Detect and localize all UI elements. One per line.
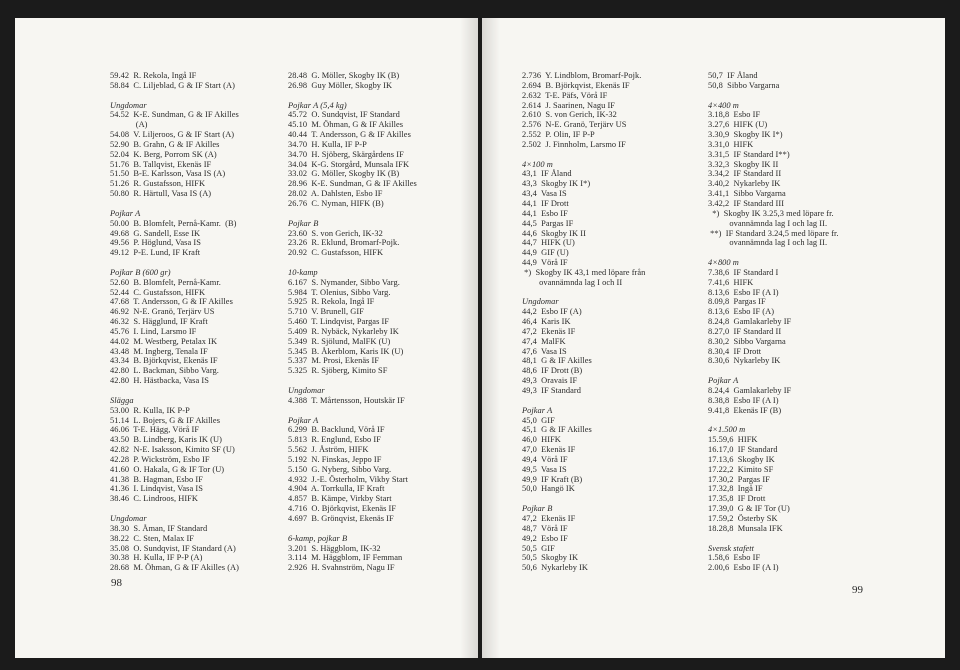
result-line: 2.694 B. Björkqvist, Ekenäs IF (522, 80, 630, 90)
result-line: 34.70 H. Sjöberg, Skärgårdens IF (288, 149, 404, 159)
result-line: 3.31,0 HIFK (708, 139, 754, 149)
result-line: 48,6 IF Drott (B) (522, 366, 583, 376)
result-line: 17.35,8 IF Drott (708, 494, 766, 504)
result-line: 47,0 Ekenäs IF (522, 445, 576, 455)
result-line: 47.68 T. Andersson, G & IF Akilles (110, 297, 233, 307)
result-line (708, 366, 839, 376)
result-line (522, 396, 645, 406)
result-line: 50,5 Skogby IK (522, 553, 579, 563)
result-line: 7.38,6 IF Standard I (708, 267, 779, 277)
result-line: 44,7 HIFK (U) (522, 238, 575, 248)
right-page (482, 18, 945, 658)
result-line: 5.562 J. Åström, HIFK (288, 445, 369, 455)
section-heading: Ungdomar (522, 297, 559, 307)
result-line: 47,4 MalFK (522, 336, 566, 346)
result-line: 5.192 N. Finskas, Jeppo IF (288, 454, 382, 464)
result-line: 2.552 P. Olin, IF P-P (522, 130, 595, 140)
result-line: 4.388 T. Mårtensson, Houtskär IF (288, 395, 405, 405)
result-line: (A) (110, 120, 148, 130)
result-line: 41.38 B. Hagman, Esbo IF (110, 474, 203, 484)
result-line: 5.813 R. Englund, Esbo IF (288, 435, 381, 445)
result-line: 2.576 N-E. Granö, Terjärv US (522, 120, 627, 130)
result-line: 45,1 G & IF Akilles (522, 425, 592, 435)
section-heading: 4×100 m (522, 159, 553, 169)
result-line: 44,9 GIF (U) (522, 248, 569, 258)
result-line: 46.06 T-E. Hägg, Vörå IF (110, 425, 200, 435)
section-heading: 4×800 m (708, 258, 739, 268)
result-line: 8.24,4 Gamlakarleby IF (708, 386, 792, 395)
result-line: 5.337 M. Prosi, Ekenäs IF (288, 356, 380, 366)
result-line: 54.52 K-E. Sundman, G & IF Akilles (110, 110, 239, 120)
result-line: 4.716 O. Björkqvist, Ekenäs IF (288, 504, 397, 514)
result-line: ovannämnda lag I och lag II. (708, 218, 828, 228)
result-line: 3.31,5 IF Standard I**) (708, 149, 790, 159)
result-line: 2.502 J. Finnholm, Larsmo IF (522, 139, 626, 149)
result-line: 47,2 Ekenäs IF (522, 513, 576, 523)
left-page (15, 18, 478, 658)
result-line: 46,4 Karis IK (522, 317, 571, 327)
result-line: 59.42 R. Rekola, Ingå IF (110, 71, 197, 80)
result-line: 4.932 J.-E. Österholm, Vikby Start (288, 474, 408, 484)
result-line: 38.30 S. Åman, IF Standard (110, 523, 208, 533)
result-line: 26.98 Guy Möller, Skogby IK (288, 80, 393, 90)
result-line: 34.70 H. Kulla, IF P-P (288, 139, 367, 149)
result-line: 28.68 M. Öhman, G & IF Akilles (A) (110, 563, 239, 573)
result-line: 6.299 B. Backlund, Vörå IF (288, 425, 385, 435)
result-line: 17.39,0 G & IF Tor (U) (708, 504, 790, 514)
result-line: 3.201 S. Häggblom, IK-32 (288, 543, 381, 553)
result-line: 5.460 T. Lindqvist, Pargas IF (288, 317, 390, 327)
result-line: 53.00 R. Kulla, IK P-P (110, 405, 190, 415)
result-line: 18.28,8 Munsala IFK (708, 523, 783, 533)
result-line: 50,7 IF Åland (708, 71, 758, 80)
result-line: *) Skogby IK 3.25,3 med löpare fr. (708, 208, 834, 218)
section-heading: 10-kamp (288, 267, 318, 277)
result-line: 50.00 B. Blomfelt, Pernå-Kamr. (B) (110, 218, 237, 228)
result-line: 28.48 G. Möller, Skogby IK (B) (288, 71, 400, 80)
result-line (522, 150, 645, 160)
result-line (110, 91, 239, 101)
result-line: 52.60 B. Blomfelt, Pernå-Kamr. (110, 277, 221, 287)
result-line: 8.13,6 Esbo IF (A I) (708, 287, 779, 297)
section-heading: Svensk stafett (708, 543, 755, 553)
result-line: 49.68 G. Sandell, Esse IK (110, 228, 201, 238)
result-line: 9.41,8 Ekenäs IF (B) (708, 405, 782, 415)
result-line: 17.32,8 Ingå IF (708, 484, 763, 494)
result-line: 46.92 N-E. Granö, Terjärv US (110, 307, 215, 317)
result-line: 38.46 C. Lindroos, HIFK (110, 494, 198, 504)
right-page-column-2 (708, 71, 839, 573)
result-line: 2.610 S. von Gerich, IK-32 (522, 110, 617, 120)
result-line: 2.00,6 Esbo IF (A I) (708, 563, 779, 573)
result-line: 50,0 Hangö IK (522, 484, 575, 494)
section-heading: Ungdomar (110, 513, 147, 523)
result-line: 8.27,0 IF Standard II (708, 326, 782, 336)
result-line: 3.42,2 IF Standard III (708, 198, 785, 208)
result-line: 4.904 A. Torrkulla, IF Kraft (288, 484, 385, 494)
result-line: 8.30,4 IF Drott (708, 346, 762, 356)
result-line: 8.13,6 Esbo IF (A) (708, 307, 775, 317)
result-line: 7.41,6 HIFK (708, 277, 754, 287)
result-line: 45,0 GIF (522, 415, 555, 425)
result-line: 43.48 M. Ingberg, Tenala IF (110, 346, 208, 356)
result-line: 40.44 T. Andersson, G & IF Akilles (288, 130, 411, 140)
result-line: 4.857 B. Kämpe, Virkby Start (288, 494, 392, 504)
section-heading: 6-kamp, pojkar B (288, 533, 348, 543)
result-line: 44,5 Pargas IF (522, 218, 574, 228)
result-line (288, 91, 417, 101)
result-line: 44,1 IF Drott (522, 198, 569, 208)
result-line: 49,9 IF Kraft (B) (522, 474, 583, 484)
result-line: 43,3 Skogby IK I*) (522, 179, 591, 189)
result-line: 3.27,6 HIFK (U) (708, 120, 768, 130)
result-line: 17.22,2 Kimito SF (708, 464, 774, 474)
result-line: 49,3 IF Standard (522, 386, 582, 395)
result-line (522, 288, 645, 298)
result-line: 46.32 S. Hägglund, IF Kraft (110, 317, 208, 327)
result-line: 44,9 Vörå IF (522, 258, 568, 268)
result-line: 1.58,6 Esbo IF (708, 553, 761, 563)
result-line: 44.02 M. Westberg, Petalax IK (110, 336, 218, 346)
result-line: 23.26 R. Eklund, Bromarf-Pojk. (288, 238, 400, 248)
page-number: 99 (852, 584, 863, 596)
result-line (708, 534, 839, 544)
result-line: 5.325 R. Sjöberg, Kimito SF (288, 366, 388, 376)
result-line: 49,2 Esbo IF (522, 533, 568, 543)
result-line: 5.409 R. Nybäck, Nykarleby IK (288, 326, 399, 336)
result-line: 41.60 O. Hakala, G & IF Tor (U) (110, 464, 225, 474)
result-line: 38.22 C. Sten, Malax IF (110, 533, 195, 543)
result-line: 8.24,8 Gamlakarleby IF (708, 317, 792, 327)
result-line: 49,4 Vörå IF (522, 454, 568, 464)
result-line: 5.710 V. Brunell, GIF (288, 307, 364, 317)
result-line: 50,6 Nykarleby IK (522, 563, 589, 573)
result-line: 45.10 M. Öhman, G & IF Akilles (288, 120, 404, 130)
section-heading: Ungdomar (110, 100, 147, 110)
result-line: 42.82 N-E. Isaksson, Kimito SF (U) (110, 445, 235, 455)
section-heading: Ungdomar (288, 386, 325, 395)
result-line: 3.41,1 Sibbo Vargarna (708, 189, 786, 199)
result-line: 44,6 Skogby IK II (522, 228, 586, 238)
section-heading: Pojkar A (708, 376, 739, 386)
result-line: 35.08 O. Sundqvist, IF Standard (A) (110, 543, 236, 553)
result-line: 17.30,2 Pargas IF (708, 474, 770, 484)
section-heading: Pojkar A (522, 405, 553, 415)
result-line: 8.30,2 Sibbo Vargarna (708, 336, 786, 346)
result-line (110, 386, 239, 396)
result-line: 51.50 B-E. Karlsson, Vasa IS (A) (110, 169, 226, 179)
section-heading: Pojkar B (600 gr) (110, 267, 171, 277)
result-line: 49.12 P-E. Lund, IF Kraft (110, 248, 201, 258)
gutter-shadow (460, 18, 478, 658)
section-heading: Slägga (110, 395, 134, 405)
result-line: 16.17,0 IF Standard (708, 445, 778, 455)
result-line (288, 209, 417, 219)
result-line: 8.38,8 Esbo IF (A I) (708, 395, 779, 405)
result-line: 26.76 C. Nyman, HIFK (B) (288, 198, 384, 208)
result-line (288, 524, 417, 534)
result-line: *) Skogby IK 43,1 med löpare från (522, 267, 646, 277)
result-line: 23.60 S. von Gerich, IK-32 (288, 228, 383, 238)
result-line: 52.44 C. Gustafsson, HIFK (110, 287, 206, 297)
result-line: 2.736 Y. Lindblom, Bromarf-Pojk. (522, 71, 642, 80)
result-line: 2.614 J. Saarinen, Nagu IF (522, 100, 615, 110)
result-line: 3.40,2 Nykarleby IK (708, 179, 781, 189)
result-line: 3.30,9 Skogby IK I*) (708, 130, 783, 140)
result-line: 5.984 T. Olenius, Sibbo Varg. (288, 287, 391, 297)
result-line: 42.28 P. Wickström, Esbo IF (110, 454, 210, 464)
result-line (288, 406, 417, 416)
result-line: 44,1 Esbo IF (522, 208, 568, 218)
result-line: 28.96 K-E. Sundman, G & IF Akilles (288, 179, 417, 189)
result-line: 49,3 Oravais IF (522, 376, 578, 386)
result-line: 5.345 B. Åkerblom, Karis IK (U) (288, 346, 404, 356)
result-line: 34.04 K-G. Storgård, Munsala IFK (288, 159, 410, 169)
result-line (110, 199, 239, 209)
result-line (708, 248, 839, 258)
result-line: 3.18,8 Esbo IF (708, 110, 761, 120)
result-line: 48,7 Vörå IF (522, 523, 568, 533)
result-line: 5.150 G. Nyberg, Sibbo Varg. (288, 464, 392, 474)
result-line: 54.08 V. Liljeroos, G & IF Start (A) (110, 130, 235, 140)
page-number: 98 (111, 577, 122, 589)
result-line: 52.90 B. Grahn, G & IF Akilles (110, 139, 220, 149)
result-line: 4.697 B. Grönqvist, Ekenäs IF (288, 513, 394, 523)
result-line (708, 416, 839, 426)
right-page-column-1 (522, 71, 645, 573)
result-line (110, 258, 239, 268)
result-line: 51.14 L. Bojers, G & IF Akilles (110, 415, 221, 425)
result-line: 2.632 T-E. Päfs, Vörå IF (522, 90, 608, 100)
result-line (288, 376, 417, 386)
result-line: 5.925 R. Rekola, Ingå IF (288, 297, 375, 307)
result-line: 33.02 G. Möller, Skogby IK (B) (288, 169, 400, 179)
result-line: 43.50 B. Lindberg, Karis IK (U) (110, 435, 222, 445)
result-line: 17.13,6 Skogby IK (708, 454, 775, 464)
result-line: 15.59,6 HIFK (708, 435, 758, 445)
result-line: 45.76 I. Lind, Larsmo IF (110, 326, 197, 336)
result-line: 43,1 IF Åland (522, 169, 572, 179)
result-line: 45.72 O. Sundqvist, IF Standard (288, 110, 400, 120)
section-heading: Pojkar A (110, 208, 141, 218)
result-line (288, 258, 417, 268)
result-line: 43.34 B. Björkqvist, Ekenäs IF (110, 356, 218, 366)
result-line: ovannämnda lag I och II (522, 277, 623, 287)
result-line: **) IF Standard 3.24,5 med löpare fr. (708, 228, 839, 238)
result-line: 51.76 B. Tallqvist, Ekenäs IF (110, 159, 212, 169)
result-line: 51.26 R. Gustafsson, HIFK (110, 179, 206, 189)
result-line: 30.38 H. Kulla, IF P-P (A) (110, 553, 203, 563)
section-heading: 4×400 m (708, 100, 739, 110)
result-line: 8.30,6 Nykarleby IK (708, 356, 781, 366)
result-line: 46,0 HIFK (522, 435, 561, 445)
section-heading: Pojkar B (288, 218, 319, 228)
result-line: 50.80 R. Härtull, Vasa IS (A) (110, 189, 212, 199)
result-line: 47,2 Ekenäs IF (522, 326, 576, 336)
result-line: 49.56 P. Höglund, Vasa IS (110, 238, 201, 248)
result-line: 47,6 Vasa IS (522, 346, 567, 356)
result-line: 2.926 H. Svahnström, Nagu IF (288, 563, 395, 573)
section-heading: 4×1.500 m (708, 425, 746, 435)
result-line: 58.84 C. Liljeblad, G & IF Start (A) (110, 80, 235, 90)
result-line: 52.04 K. Berg, Porrom SK (A) (110, 149, 217, 159)
result-line: 3.34,2 IF Standard II (708, 169, 782, 179)
result-line (708, 91, 839, 101)
left-page-column-1 (110, 71, 239, 573)
gutter-shadow (482, 18, 500, 658)
result-line: 50,5 GIF (522, 543, 555, 553)
result-line: 43,4 Vasa IS (522, 189, 567, 199)
result-line: 17.59,2 Österby SK (708, 513, 778, 523)
result-line: 50,8 Sibbo Vargarna (708, 80, 780, 90)
result-line: 49,5 Vasa IS (522, 464, 567, 474)
result-line (110, 504, 239, 514)
result-line: 8.09,8 Pargas IF (708, 297, 766, 307)
result-line: 6.167 S. Nymander, Sibbo Varg. (288, 277, 400, 287)
result-line: 20.92 C. Gustafsson, HIFK (288, 248, 384, 258)
result-line: 41.36 I. Lindqvist, Vasa IS (110, 484, 203, 494)
left-page-column-2 (288, 71, 417, 573)
section-heading: Pojkar A (288, 415, 319, 425)
result-line: 5.349 R. Sjölund, MalFK (U) (288, 336, 391, 346)
result-line: 3.114 M. Häggblom, IF Femman (288, 553, 403, 563)
result-line: 44,2 Esbo IF (A) (522, 307, 582, 317)
result-line: 3.32,3 Skogby IK II (708, 159, 779, 169)
result-line: ovannämnda lag I och lag II. (708, 238, 828, 248)
result-line: 42.80 L. Backman, Sibbo Varg. (110, 366, 219, 376)
result-line: 28.02 A. Dahlsten, Esbo IF (288, 189, 383, 199)
result-line (522, 494, 645, 504)
section-heading: Pojkar B (522, 504, 553, 514)
section-heading: Pojkar A (5,4 kg) (288, 100, 347, 110)
result-line: 42.80 H. Hästbacka, Vasa IS (110, 376, 209, 386)
result-line: 48,1 G & IF Akilles (522, 356, 592, 366)
